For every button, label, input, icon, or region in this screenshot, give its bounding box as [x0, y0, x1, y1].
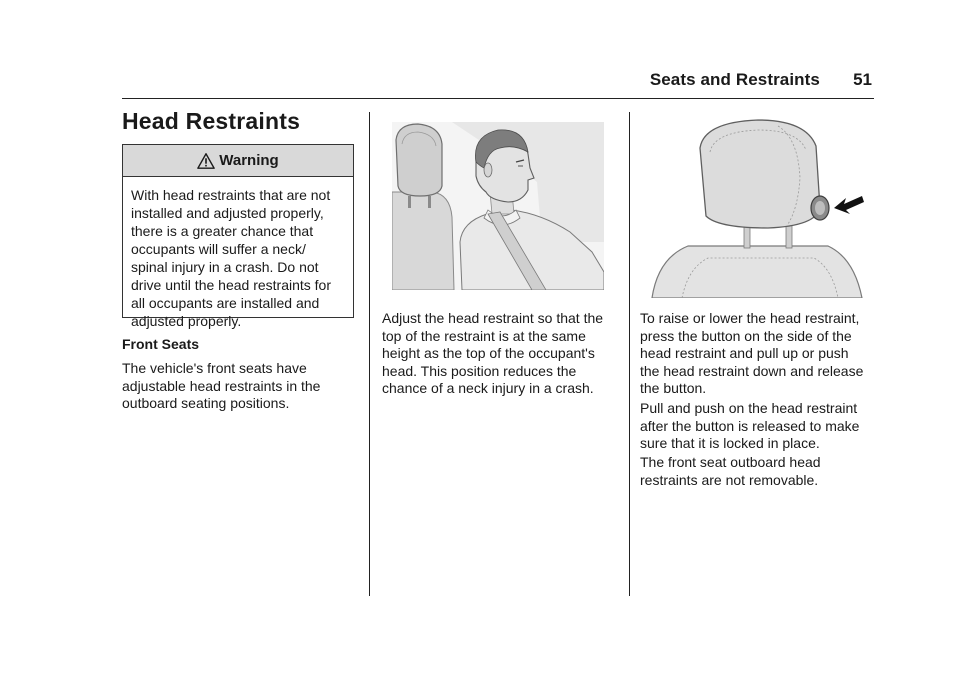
warning-line: all occupants are installed and [131, 295, 320, 311]
head-restraint-button-illustration [648, 118, 866, 298]
header-rule [122, 98, 874, 99]
text-line: restraints are not removable. [640, 471, 819, 488]
text-line: adjustable head restraints in the [122, 377, 321, 394]
warning-triangle-icon [197, 152, 215, 170]
warning-header [123, 145, 353, 177]
middle-paragraph [382, 310, 603, 398]
text-line: after the button is released to make [640, 417, 860, 434]
right-paragraph-1 [640, 310, 863, 398]
warning-line: With head restraints that are not [131, 187, 331, 203]
warning-line: adjusted properly. [131, 313, 242, 329]
text-line: head restraint and pull up or push [640, 345, 849, 361]
text-line: height as the top of the occupant's [382, 345, 595, 361]
text-line: Pull and push on the head restraint [640, 400, 858, 416]
warning-heading: Warning [219, 152, 279, 169]
text-line: sure that it is locked in place. [640, 435, 820, 451]
text-line: To raise or lower the head restraint, [640, 310, 860, 326]
text-line: outboard seating positions. [122, 395, 290, 411]
warning-line: spinal injury in a crash. Do not [131, 259, 319, 275]
warning-line: drive until the head restraints for [131, 277, 331, 293]
text-line: the head restraint down and release [640, 362, 864, 379]
column-divider [369, 112, 370, 596]
text-line: press the button on the side of the [640, 327, 852, 344]
page-header [0, 0, 960, 100]
text-line: top of the restraint is at the same [382, 327, 586, 344]
text-line: Adjust the head restraint so that the [382, 310, 604, 326]
warning-text [123, 177, 353, 330]
warning-line: there is a greater chance that [131, 223, 314, 239]
warning-line: occupants will suffer a neck/ [131, 241, 306, 257]
occupant-head-restraint-illustration [392, 122, 604, 290]
text-line: The vehicle's front seats have [122, 360, 307, 376]
warning-line: installed and adjusted properly, [131, 205, 324, 221]
text-line: The front seat outboard head [640, 454, 821, 470]
running-head: Seats and Restraints [649, 70, 820, 89]
front-seats-paragraph [122, 360, 320, 413]
column-divider [629, 112, 630, 596]
warning-box [122, 144, 354, 329]
right-paragraph-3 [640, 454, 821, 489]
page-number: 51 [853, 70, 872, 89]
subheading-front-seats: Front Seats [122, 336, 200, 352]
text-line: head. This position reduces the [382, 362, 577, 379]
right-paragraph-2 [640, 400, 859, 453]
text-line: the button. [640, 380, 707, 396]
section-title: Head Restraints [122, 108, 301, 134]
text-line: chance of a neck injury in a crash. [382, 380, 594, 396]
